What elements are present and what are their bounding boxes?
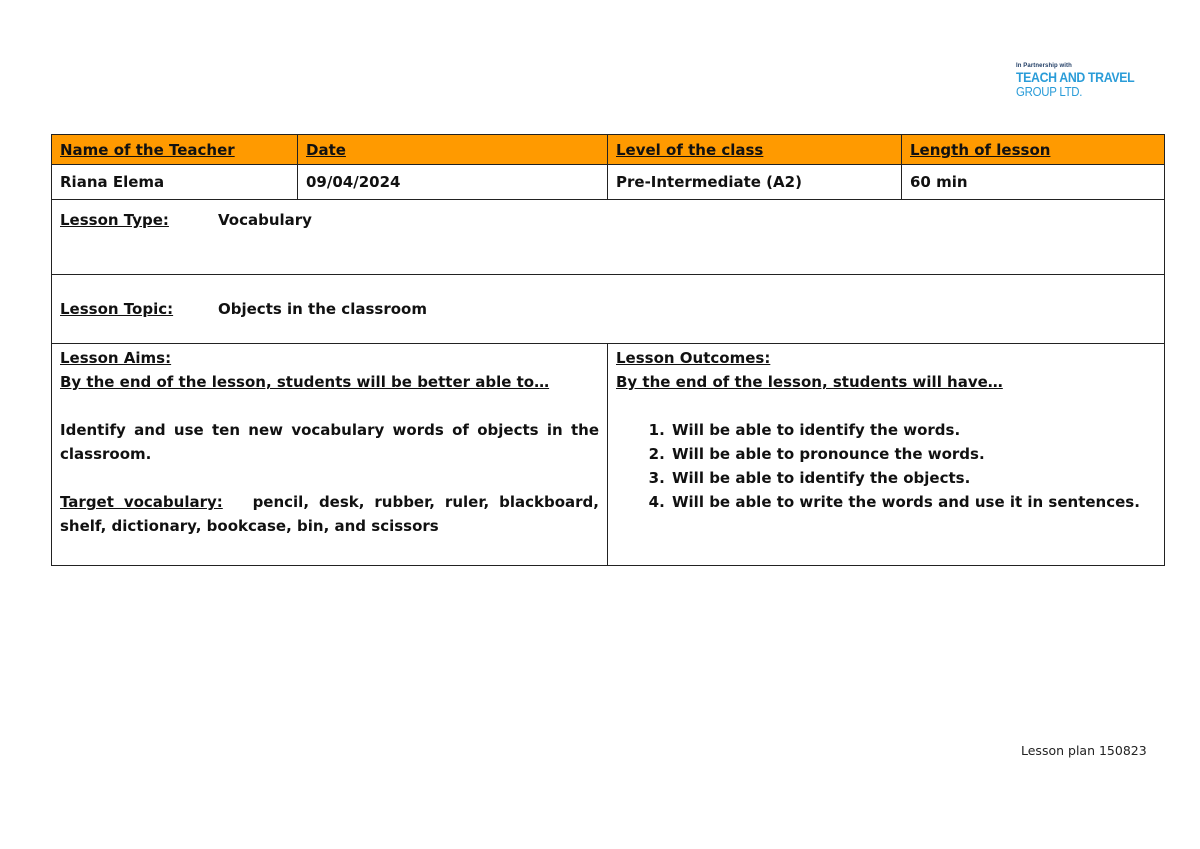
teacher-name: Riana Elema bbox=[52, 165, 298, 200]
lesson-length: 60 min bbox=[902, 165, 1165, 200]
aims-subtitle: By the end of the lesson, students will be better able to… bbox=[60, 373, 550, 391]
header-row bbox=[52, 135, 1165, 165]
lesson-date: 09/04/2024 bbox=[298, 165, 608, 200]
target-vocabulary-label: Target vocabulary: bbox=[60, 493, 223, 511]
target-vocabulary bbox=[60, 490, 599, 538]
aims-body: Identify and use ten new vocabulary words of objects in the classroom. bbox=[60, 421, 599, 463]
footer-label: Lesson plan 150823 bbox=[1021, 743, 1147, 758]
aims-title: Lesson Aims: bbox=[60, 349, 172, 367]
header-teacher: Name of the Teacher bbox=[52, 135, 298, 165]
outcomes-subtitle: By the end of the lesson, students will have… bbox=[616, 373, 1003, 391]
outcomes-title: Lesson Outcomes: bbox=[616, 349, 771, 367]
aims-outcomes-row bbox=[52, 344, 1165, 566]
lesson-outcomes-cell bbox=[608, 344, 1165, 566]
lesson-aims-cell bbox=[52, 344, 608, 566]
outcome-item: 3. Will be able to identify the objects. bbox=[670, 466, 1156, 490]
header-length: Length of lesson bbox=[902, 135, 1165, 165]
class-level: Pre-Intermediate (A2) bbox=[608, 165, 902, 200]
logo-line-1: TEACH AND TRAVEL bbox=[1016, 69, 1135, 85]
outcome-item: 2. Will be able to pronounce the words. bbox=[670, 442, 1156, 466]
header-level: Level of the class bbox=[608, 135, 902, 165]
lesson-topic-value: Objects in the classroom bbox=[218, 300, 427, 318]
lesson-topic-row bbox=[52, 275, 1165, 344]
lesson-type-value: Vocabulary bbox=[218, 211, 312, 229]
values-row bbox=[52, 165, 1165, 200]
partner-logo bbox=[1016, 62, 1146, 99]
header-date: Date bbox=[298, 135, 608, 165]
lesson-topic-label: Lesson Topic: bbox=[60, 300, 174, 318]
logo-partner-text: In Partnership with bbox=[1016, 63, 1072, 69]
lesson-type-row bbox=[52, 200, 1165, 275]
outcome-item: 4. Will be able to write the words and use it in sentences. bbox=[670, 490, 1156, 514]
target-vocabulary-words: pencil, desk, rubber, ruler, blackboard, shelf, dictionary, bookcase, bin, and scissors bbox=[60, 493, 599, 535]
outcome-item: 1. Will be able to identify the words. bbox=[670, 418, 1156, 442]
outcomes-list bbox=[616, 418, 1156, 514]
lesson-plan-table bbox=[51, 134, 1165, 566]
logo-line-2: GROUP LTD. bbox=[1016, 84, 1083, 99]
lesson-type-label: Lesson Type: bbox=[60, 211, 169, 229]
